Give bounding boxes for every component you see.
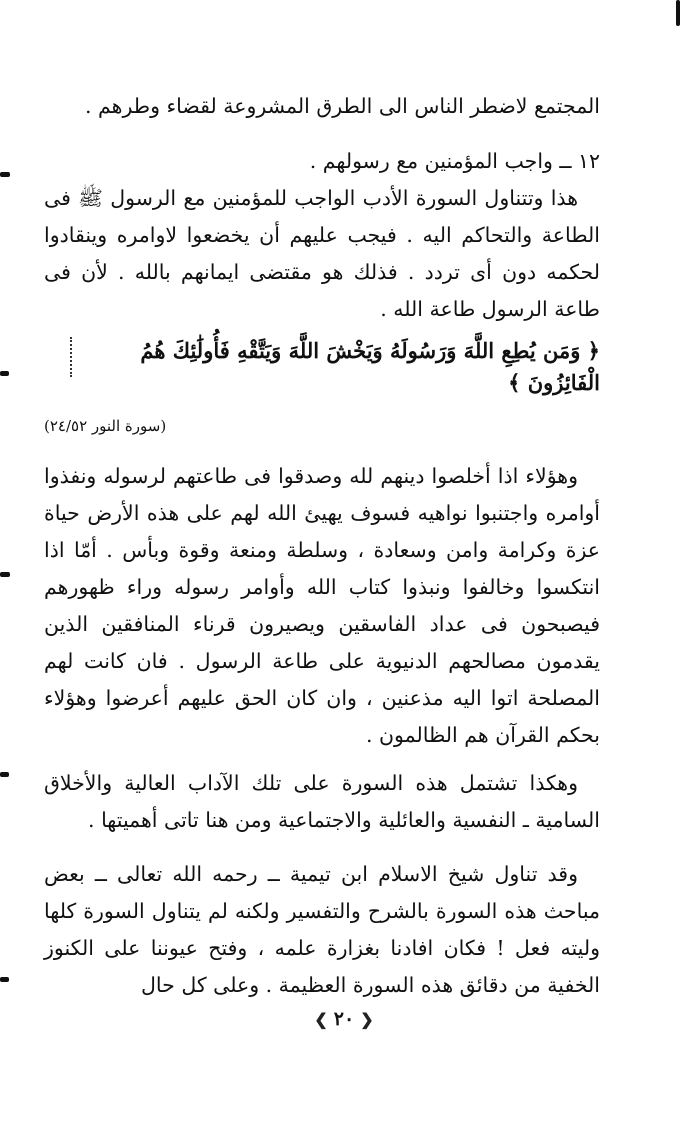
ornament-icon: ❯ [314, 1010, 328, 1029]
paragraph-manners-summary [44, 765, 600, 839]
paragraph-ibn-taymiyyah [44, 856, 600, 1004]
paragraph-text: وقد تناول شيخ الاسلام ابن تيمية ــ رحمه الله تعالى ــ بعض مباحث هذه السورة بالشرح والتفسير ولكنه لم يتناول السورة كلها وليته فعل ! فكان افادنا بغزارة علمه ، وفتح عيوننا على الكنوز الخفية من دقائق هذه السورة العظيمة . وعلى كل حال [44, 862, 600, 997]
paragraph-text: وهؤلاء اذا أخلصوا دينهم لله وصدقوا فى طاعتهم لرسوله ونفذوا أوامره واجتنبوا نواهيه فسوف يهيئ الله لهم على هذه الأرض حياة عزة وكرامة وامن وسعادة ، وسلطة ومنعة وقوة وبأس . أمّا اذا انتكسوا وخالفوا ونبذوا كتاب الله وأوامر رسوله وراء ظهورهم فيصبحون فى عداد الفاسقين ويصيرون قرناء المنافقين الذين يقدمون مصالحهم الدنيوية على طاعة الرسول . فان كانت لهم المصلحة اتوا اليه مذعنين ، وان كان الحق عليهم أعرضوا وهؤلاء بحكم القرآن هم الظالمون . [44, 464, 600, 747]
scan-edge-mark [0, 977, 9, 982]
section-heading: ١٢ ــ واجب المؤمنين مع رسولهم . [309, 149, 600, 173]
paragraph-text: هذا وتتناول السورة الأدب الواجب للمؤمنين مع الرسول ﷺ فى الطاعة والتحاكم اليه . فيجب عليهم أن يخضعوا لاوامره وينقادوا لحكمه دون أى تردد . فذلك هو مقتضى ايمانهم بالله . لأن فى طاعة الرسول طاعة الله . [44, 186, 600, 321]
scan-edge-mark [676, 0, 680, 26]
quran-verse-line-1: ﴿ وَمَن يُطِعِ اللَّهَ وَرَسُولَهُ وَيَخْشَ اللَّهَ وَيَتَّقْهِ فَأُولَٰئِكَ هُمُ [140, 338, 600, 363]
page-number-value: ٢٠ [333, 1008, 355, 1030]
paragraph-consequences [44, 458, 600, 754]
paragraph-obedience-to-messenger [44, 180, 600, 328]
paragraph-text: وهكذا تشتمل هذه السورة على تلك الآداب العالية والأخلاق السامية ـ النفسية والعائلية والاجتماعية ومن هنا تاتى أهميتها . [44, 771, 600, 832]
scan-edge-mark [0, 572, 10, 577]
continuation-line: المجتمع لاضطر الناس الى الطرق المشروعة لقضاء وطرهم . [84, 94, 600, 118]
quran-verse-line-2: الْفَائِزُونَ ﴾ [508, 370, 600, 395]
scan-edge-mark [0, 371, 9, 376]
page-number [0, 1005, 688, 1034]
verse-margin-bar [70, 337, 72, 377]
verse-reference: (سورة النور ٢٤/٥٢) [44, 417, 167, 435]
ornament-icon: ❮ [360, 1010, 374, 1029]
scan-edge-mark [0, 172, 10, 177]
scan-edge-mark [0, 772, 9, 777]
